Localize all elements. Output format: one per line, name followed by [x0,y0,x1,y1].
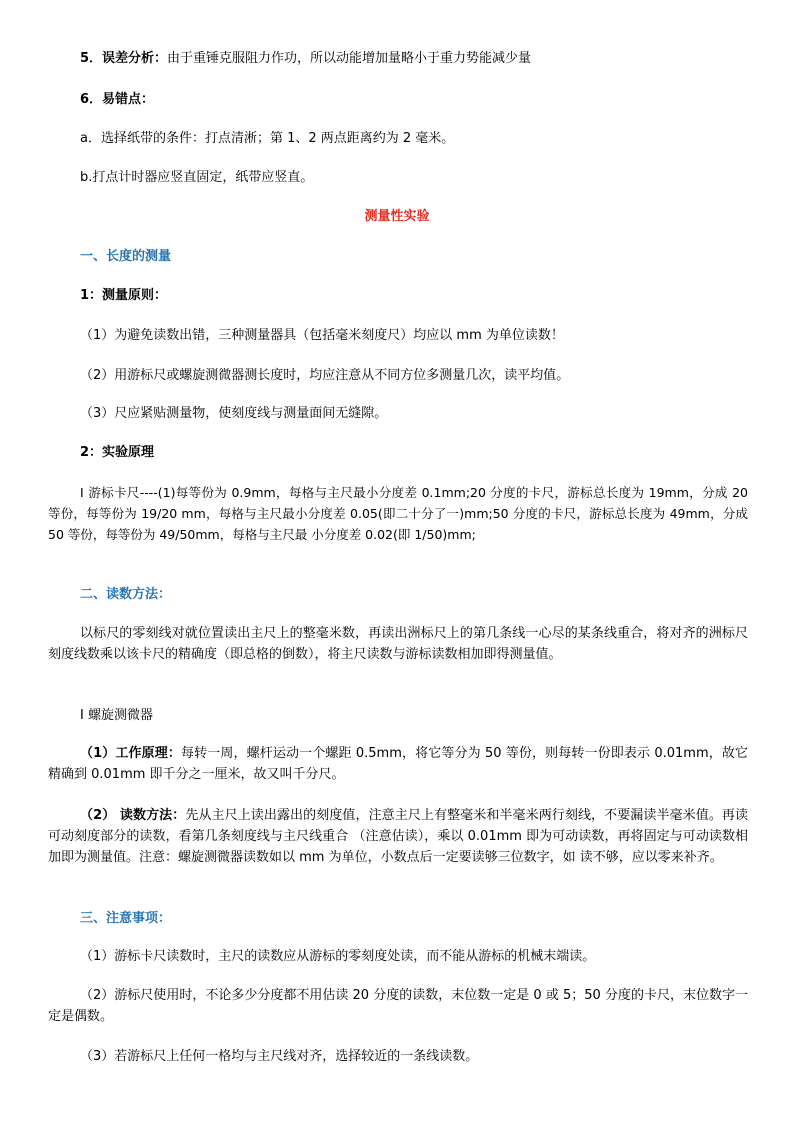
principle-item-2: （2）用游标尺或螺旋测微器测长度时，均应注意从不同方位多测量几次，读平均值。 [80,368,570,383]
micrometer-principle-label: （1）工作原理： [80,746,182,761]
error-analysis-label: 5．误差分析： [80,51,168,66]
micrometer-title: Ⅰ 螺旋测微器 [80,708,153,723]
reading-method-heading: 二、读数方法： [80,587,172,602]
reading-method-paragraph: 以标尺的零刻线对就位置读出主尺上的整毫米数，再读出洲标尺上的第几条线一心尽的某条线重合，将对齐的洲标尺刻度线数乘以该卡尺的精确度（即总格的倒数），将主尺读数与游标读数相加即得测量值。 [48,626,748,662]
error-analysis-text: 由于重锤克服阻力作功，所以动能增加量略小于重力势能减少量 [167,51,532,66]
micrometer-principle-text: 每转一周，螺杆运动一个螺距 0.5mm，将它等分为 50 等份，则每转一份即表示 0.01mm，故它精确到 0.01mm 即千分之一厘米，故又叫千分尺。 [48,746,748,782]
length-measurement-heading: 一、长度的测量 [80,249,172,264]
pitfall-item-b: b.打点计时器应竖直固定，纸带应竖直。 [80,170,314,185]
experiment-principle-heading: 2：实验原理 [80,445,155,460]
micrometer-principle-paragraph [48,743,748,785]
pitfall-item-a: a．选择纸带的条件：打点清淅；第 1、2 两点距离约为 2 毫米。 [80,131,455,146]
principle-heading: 1：测量原则： [80,288,168,303]
principle-item-1: （1）为避免读数出错，三种测量器具（包括毫米刻度尺）均应以 mm 为单位读数！ [80,328,564,343]
notes-heading: 三、注意事项： [80,911,172,926]
pitfalls-heading: 6．易错点： [80,92,155,107]
micrometer-method-label: （2） 读数方法： [80,808,186,823]
section-title: 测量性实验 [364,209,430,224]
vernier-caliper-paragraph: Ⅰ 游标卡尺----(1)每等份为 0.9mm，每格与主尺最小分度差 0.1mm;20 分度的卡尺，游标总长度为 19mm，分成 20 等份，每等份为 19/20 mm，每格与主尺最小分度差 0.05(即二十分了一)mm;50 分度的卡尺，游标总长度为 49mm，分成 50 等份，每等份为 49/50mm，每格与主尺最 小分度差 0.02(即 1/50)mm; [48,485,748,542]
note-item-1: （1）游标卡尺读数时，主尺的读数应从游标的零刻度处读，而不能从游标的机械末端读。 [80,949,596,964]
principle-item-3: （3）尺应紧贴测量物，使刻度线与测量面间无缝隙。 [80,406,388,421]
error-analysis-line [80,48,531,69]
note-item-2: （2）游标尺使用时，不论多少分度都不用估读 20 分度的读数，末位数一定是 0 或 5；50 分度的卡尺，末位数字一定是偶数。 [48,988,748,1024]
note-item-3: （3）若游标尺上任何一格均与主尺线对齐，选择较近的一条线读数。 [80,1049,479,1064]
micrometer-method-text: 先从主尺上读出露出的刻度值，注意主尺上有整毫米和半毫米两行刻线，不要漏读半毫米值。再读可动刻度部分的读数，看第几条刻度线与主尺线重合 （注意估读），乘以 0.01mm 即为可动读数，再将固定与可动读数相加即为测量值。注意：螺旋测微器读数如以 mm 为单位，小数点后一定要读够三位数字，如 读不够，应以零来补齐。 [48,808,748,865]
micrometer-method-paragraph [48,805,748,868]
